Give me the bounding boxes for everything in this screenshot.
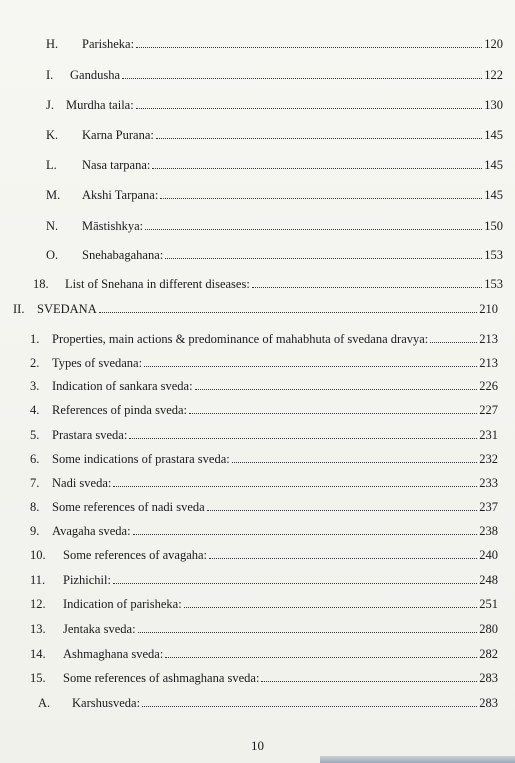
dot-leader bbox=[113, 486, 477, 487]
toc-entry-title: List of Snehana in different diseases: bbox=[65, 277, 250, 291]
dot-leader bbox=[142, 706, 477, 707]
toc-entry bbox=[46, 248, 503, 263]
dot-leader bbox=[165, 657, 477, 658]
toc-entry bbox=[30, 452, 498, 467]
toc-entry-page: 233 bbox=[479, 476, 498, 490]
toc-entry-title: SVEDANA bbox=[37, 302, 97, 316]
toc-entry-title: Avagaha sveda: bbox=[52, 524, 131, 538]
toc-entry-title: Karshusveda: bbox=[72, 696, 141, 710]
dot-leader bbox=[144, 366, 477, 367]
toc-entry-page: 122 bbox=[484, 68, 503, 82]
toc-entry-title: Snehabagahana: bbox=[82, 248, 164, 262]
toc-entry bbox=[30, 428, 498, 443]
toc-entry bbox=[30, 597, 498, 612]
toc-entry-page: 232 bbox=[479, 452, 498, 466]
toc-entry-title: Gandusha bbox=[70, 68, 120, 82]
toc-entry-number: 1. bbox=[30, 332, 40, 346]
toc-entry-title: Pizhichil: bbox=[63, 573, 111, 587]
toc-entry-page: 213 bbox=[479, 332, 498, 346]
toc-entry-page: 283 bbox=[479, 696, 498, 710]
toc-entry-title: Karna Purana: bbox=[82, 128, 154, 142]
toc-entry-number: 10. bbox=[30, 548, 46, 562]
toc-entry bbox=[46, 37, 503, 52]
toc-entry-number: 8. bbox=[30, 500, 40, 514]
toc-entry-title: Ashmaghana sveda: bbox=[63, 647, 164, 661]
toc-entry-title: Some indications of prastara sveda: bbox=[52, 452, 230, 466]
dot-leader bbox=[232, 462, 478, 463]
toc-entry bbox=[30, 356, 498, 371]
toc-entry-page: 130 bbox=[484, 98, 503, 112]
toc-entry-title: Indication of parisheka: bbox=[63, 597, 182, 611]
toc-entry bbox=[46, 98, 503, 113]
toc-entry-number: H. bbox=[46, 37, 59, 51]
dot-leader bbox=[156, 138, 482, 139]
toc-entry-page: 226 bbox=[479, 379, 498, 393]
toc-entry-title: Some references of avagaha: bbox=[63, 548, 208, 562]
toc-entry-title: Indication of sankara sveda: bbox=[52, 379, 193, 393]
toc-entry bbox=[30, 332, 498, 347]
toc-entry-page: 240 bbox=[479, 548, 498, 562]
dot-leader bbox=[184, 607, 478, 608]
toc-entry-number: 5. bbox=[30, 428, 40, 442]
toc-entry-title: Properties, main actions & predominance of mahabhuta of svedana dravya: bbox=[52, 332, 429, 346]
dot-leader bbox=[261, 681, 477, 682]
dot-leader bbox=[430, 342, 477, 343]
toc-entry-page: 237 bbox=[479, 500, 498, 514]
toc-entry-number: 3. bbox=[30, 379, 40, 393]
toc-entry-number: M. bbox=[46, 188, 61, 202]
toc-entry-title: Some references of ashmaghana sveda: bbox=[63, 671, 260, 685]
toc-entry bbox=[30, 403, 498, 418]
dot-leader bbox=[207, 510, 478, 511]
toc-entry-number: 7. bbox=[30, 476, 40, 490]
toc-entry-page: 231 bbox=[479, 428, 498, 442]
toc-entry-title: Akshi Tarpana: bbox=[82, 188, 159, 202]
toc-entry bbox=[46, 188, 503, 203]
toc-entry-number: J. bbox=[46, 98, 54, 112]
toc-entry bbox=[46, 219, 503, 234]
toc-entry-page: 210 bbox=[479, 302, 498, 316]
toc-entry-title: Māstishkya: bbox=[82, 219, 144, 233]
dot-leader bbox=[129, 438, 477, 439]
dot-leader bbox=[113, 583, 477, 584]
toc-entry bbox=[33, 277, 503, 292]
toc-entry bbox=[30, 476, 498, 491]
toc-entry-number: K. bbox=[46, 128, 59, 142]
toc-entry-title: References of pinda sveda: bbox=[52, 403, 188, 417]
toc-entry-number: N. bbox=[46, 219, 59, 233]
scan-edge-shadow bbox=[320, 756, 515, 763]
toc-entry-title: Nadi sveda: bbox=[52, 476, 112, 490]
toc-entry bbox=[13, 302, 498, 317]
toc-entry-title: Parisheka: bbox=[82, 37, 135, 51]
toc-entry-number: I. bbox=[46, 68, 54, 82]
toc-entry-page: 120 bbox=[484, 37, 503, 51]
toc-entry-number: 9. bbox=[30, 524, 40, 538]
dot-leader bbox=[160, 198, 482, 199]
toc-entry bbox=[38, 696, 498, 711]
toc-entry-title: Jentaka sveda: bbox=[63, 622, 136, 636]
toc-entry bbox=[46, 128, 503, 143]
toc-entry bbox=[30, 379, 498, 394]
dot-leader bbox=[189, 413, 477, 414]
toc-entry-number: 15. bbox=[30, 671, 46, 685]
toc-entry-page: 145 bbox=[484, 128, 503, 142]
dot-leader bbox=[122, 78, 482, 79]
dot-leader bbox=[99, 312, 478, 313]
toc-entry-page: 153 bbox=[484, 248, 503, 262]
toc-entry-page: 227 bbox=[479, 403, 498, 417]
dot-leader bbox=[138, 632, 478, 633]
dot-leader bbox=[136, 47, 482, 48]
dot-leader bbox=[145, 229, 482, 230]
toc-entry bbox=[30, 524, 498, 539]
toc-entry bbox=[46, 158, 503, 173]
toc-entry bbox=[30, 647, 498, 662]
toc-entry bbox=[30, 500, 498, 515]
toc-entry-page: 150 bbox=[484, 219, 503, 233]
toc-entry bbox=[30, 671, 498, 686]
toc-entry-page: 145 bbox=[484, 158, 503, 172]
toc-entry-number: L. bbox=[46, 158, 57, 172]
dot-leader bbox=[133, 534, 478, 535]
toc-entry-title: Types of svedana: bbox=[52, 356, 143, 370]
toc-entry-page: 248 bbox=[479, 573, 498, 587]
dot-leader bbox=[195, 389, 478, 390]
toc-entry bbox=[30, 622, 498, 637]
toc-entry-number: A. bbox=[38, 696, 51, 710]
page-number: 10 bbox=[251, 738, 264, 753]
toc-entry bbox=[30, 573, 498, 588]
toc-entry-number: 12. bbox=[30, 597, 46, 611]
toc-entry-title: Murdha taila: bbox=[66, 98, 134, 112]
toc-entry-page: 251 bbox=[479, 597, 498, 611]
dot-leader bbox=[165, 258, 482, 259]
dot-leader bbox=[152, 168, 482, 169]
toc-entry-number: 4. bbox=[30, 403, 40, 417]
toc-entry-title: Some references of nadi sveda bbox=[52, 500, 205, 514]
dot-leader bbox=[252, 287, 482, 288]
toc-entry-number: II. bbox=[13, 302, 25, 316]
toc-entry-number: 18. bbox=[33, 277, 49, 291]
toc-entry-number: 2. bbox=[30, 356, 40, 370]
toc-entry-title: Nasa tarpana: bbox=[82, 158, 151, 172]
toc-entry bbox=[46, 68, 503, 83]
toc-entry bbox=[30, 548, 498, 563]
toc-entry-page: 153 bbox=[484, 277, 503, 291]
toc-entry-title: Prastara sveda: bbox=[52, 428, 128, 442]
toc-entry-page: 280 bbox=[479, 622, 498, 636]
toc-entry-number: 13. bbox=[30, 622, 46, 636]
dot-leader bbox=[136, 108, 483, 109]
toc-entry-number: O. bbox=[46, 248, 59, 262]
dot-leader bbox=[209, 558, 477, 559]
toc-entry-number: 14. bbox=[30, 647, 46, 661]
toc-entry-page: 145 bbox=[484, 188, 503, 202]
toc-entry-page: 282 bbox=[479, 647, 498, 661]
toc-entry-page: 283 bbox=[479, 671, 498, 685]
toc-entry-page: 238 bbox=[479, 524, 498, 538]
toc-entry-number: 11. bbox=[30, 573, 46, 587]
toc-entry-number: 6. bbox=[30, 452, 40, 466]
toc-entry-page: 213 bbox=[479, 356, 498, 370]
